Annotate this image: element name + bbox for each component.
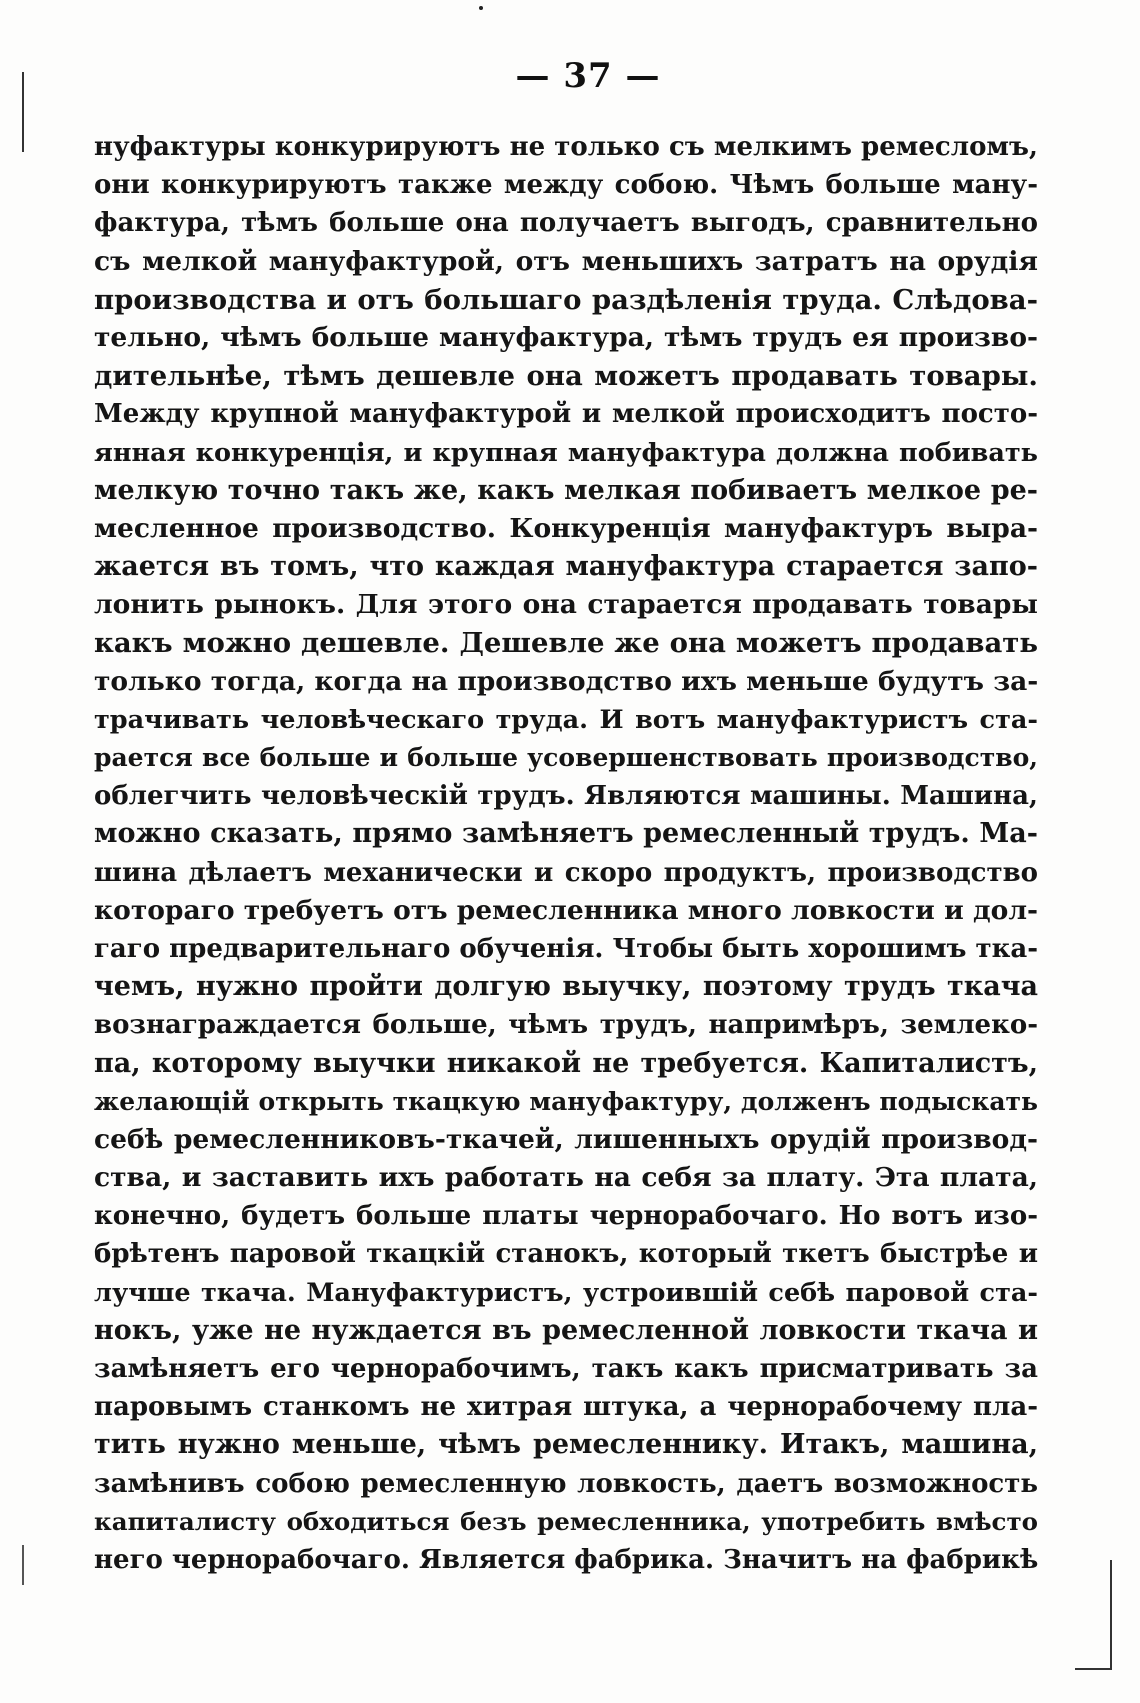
body-text (94, 128, 1038, 1579)
text-line: себѣ ремесленниковъ-ткачей, лишенныхъ орудій производ- (94, 1123, 1038, 1155)
text-line: па, которому выучки никакой не требуется. Капиталистъ, (94, 1047, 1038, 1079)
text-line: гаго предварительнаго обученія. Чтобы быть хорошимъ тка- (94, 933, 1038, 964)
page-edge-bottom (1075, 1668, 1112, 1670)
text-line: дительнѣе, тѣмъ дешевле она можетъ продавать товары. (94, 360, 1038, 393)
text-line: капиталисту обходиться безъ ремесленника, употребить вмѣсто (94, 1506, 1038, 1536)
text-line: лучше ткача. Мануфактуристъ, устроившій себѣ паровой ста- (94, 1277, 1038, 1308)
text-line: облегчить человѣческій трудъ. Являются машины. Машина, (94, 781, 1038, 812)
text-line: янная конкуренція, и крупная мануфактура должна побивать (94, 437, 1038, 468)
text-line: чемъ, нужно пройти долгую выучку, поэтому трудъ ткача (94, 971, 1038, 1003)
text-line: только тогда, когда на производство ихъ меньше будутъ за- (94, 665, 1038, 697)
text-line: мелкую точно такъ же, какъ мелкая побиваетъ мелкое ре- (94, 474, 1038, 506)
text-line: желающій открыть ткацкую мануфактуру, долженъ подыскать (94, 1086, 1038, 1116)
page-edge-right (1110, 1560, 1112, 1670)
text-line: замѣняетъ его чернорабочимъ, такъ какъ присматривать за (94, 1354, 1038, 1384)
text-line: месленное производство. Конкуренція мануфактуръ выра- (94, 512, 1038, 544)
text-line: паровымъ станкомъ не хитрая штука, а чернорабочему пла- (94, 1392, 1038, 1423)
text-line: жается въ томъ, что каждая мануфактура старается запо- (94, 551, 1038, 583)
text-line: рается все больше и больше усовершенствовать производство, (94, 743, 1038, 772)
text-line: тельно, чѣмъ больше мануфактура, тѣмъ трудъ ея произво- (94, 321, 1038, 353)
text-line: производства и отъ большаго раздѣленія труда. Слѣдова- (94, 283, 1038, 316)
page-edge-left-lower (22, 1545, 24, 1585)
text-line: нуфактуры конкурируютъ не только съ мелкимъ ремесломъ, (94, 132, 1038, 162)
text-line: брѣтенъ паровой ткацкій станокъ, который ткетъ быстрѣе и (94, 1239, 1038, 1270)
text-line: лонить рынокъ. Для этого она старается продавать товары (94, 589, 1038, 621)
text-line: тить нужно меньше, чѣмъ ремесленнику. Итакъ, машина, (94, 1429, 1038, 1461)
text-line: вознаграждается больше, чѣмъ трудъ, напримѣръ, землеко- (94, 1010, 1038, 1041)
text-line: конечно, будетъ больше платы чернорабочаго. Но вотъ изо- (94, 1201, 1038, 1232)
text-line: котораго требуетъ отъ ремесленника много ловкости и дол- (94, 894, 1038, 926)
page-number: — 37 — (515, 56, 661, 96)
text-line: трачивать человѣческаго труда. И вотъ мануфактуристъ ста- (94, 704, 1038, 735)
scan-speck (479, 6, 483, 10)
text-line: они конкурируютъ также между собою. Чѣмъ больше ману- (94, 170, 1038, 201)
text-line: съ мелкой мануфактурой, отъ меньшихъ затратъ на орудія (94, 245, 1038, 277)
text-line: замѣнивъ собою ремесленную ловкость, даетъ возможность (94, 1468, 1038, 1499)
text-line: шина дѣлаетъ механически и скоро продуктъ, производство (94, 857, 1038, 888)
text-line: фактура, тѣмъ больше она получаетъ выгодъ, сравнительно (94, 208, 1038, 239)
text-line: нокъ, уже не нуждается въ ремесленной ловкости ткача и (94, 1314, 1038, 1346)
text-line: можно сказать, прямо замѣняетъ ремесленный трудъ. Ма- (94, 818, 1038, 850)
text-line: Между крупной мануфактурой и мелкой происходитъ посто- (94, 399, 1038, 430)
text-line: какъ можно дешевле. Дешевле же она можетъ продавать (94, 627, 1038, 660)
text-line: ства, и заставить ихъ работать на себя за плату. Эта плата, (94, 1162, 1038, 1194)
text-line: него чернорабочаго. Является фабрика. Значитъ на фабрикѣ (94, 1544, 1038, 1575)
